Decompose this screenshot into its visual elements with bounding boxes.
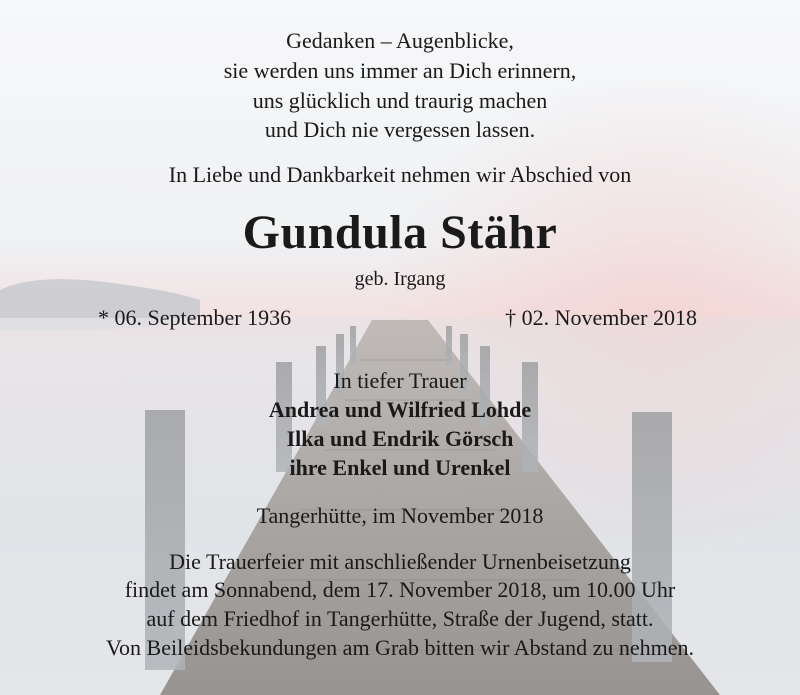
service-info-line-4: Von Beileidsbekundungen am Grab bitten wir Abstand zu nehmen. [106,635,694,660]
mourner-3: ihre Enkel und Urenkel [289,455,511,480]
mourner-2: Ilka und Endrik Görsch [286,426,514,451]
farewell-intro: In Liebe und Dankbarkeit nehmen wir Abschied von [168,162,632,187]
service-info-line-2: findet am Sonnabend, dem 17. November 2018, um 10.00 Uhr [124,577,676,602]
poem-line-4: und Dich nie vergessen lassen. [264,117,536,142]
poem-line-3: uns glücklich und traurig machen [252,88,548,113]
deceased-name: Gundula Stähr [242,206,558,259]
poem-line-1: Gedanken – Augenblicke, [286,28,514,53]
place-date: Tangerhütte, im November 2018 [256,503,544,528]
poem-line-2: sie werden uns immer an Dich erinnern, [223,58,577,83]
mourner-1: Andrea und Wilfried Lohde [268,397,532,422]
birth-name: geb. Irgang [354,268,446,290]
service-info-line-3: auf dem Friedhof in Tangerhütte, Straße der Jugend, statt. [146,606,654,631]
birth-date: * 06. September 1936 [98,305,292,330]
service-info-line-1: Die Trauerfeier mit anschließender Urnenbeisetzung [169,549,631,574]
mourning-label: In tiefer Trauer [333,368,467,393]
death-date: † 02. November 2018 [505,305,697,330]
